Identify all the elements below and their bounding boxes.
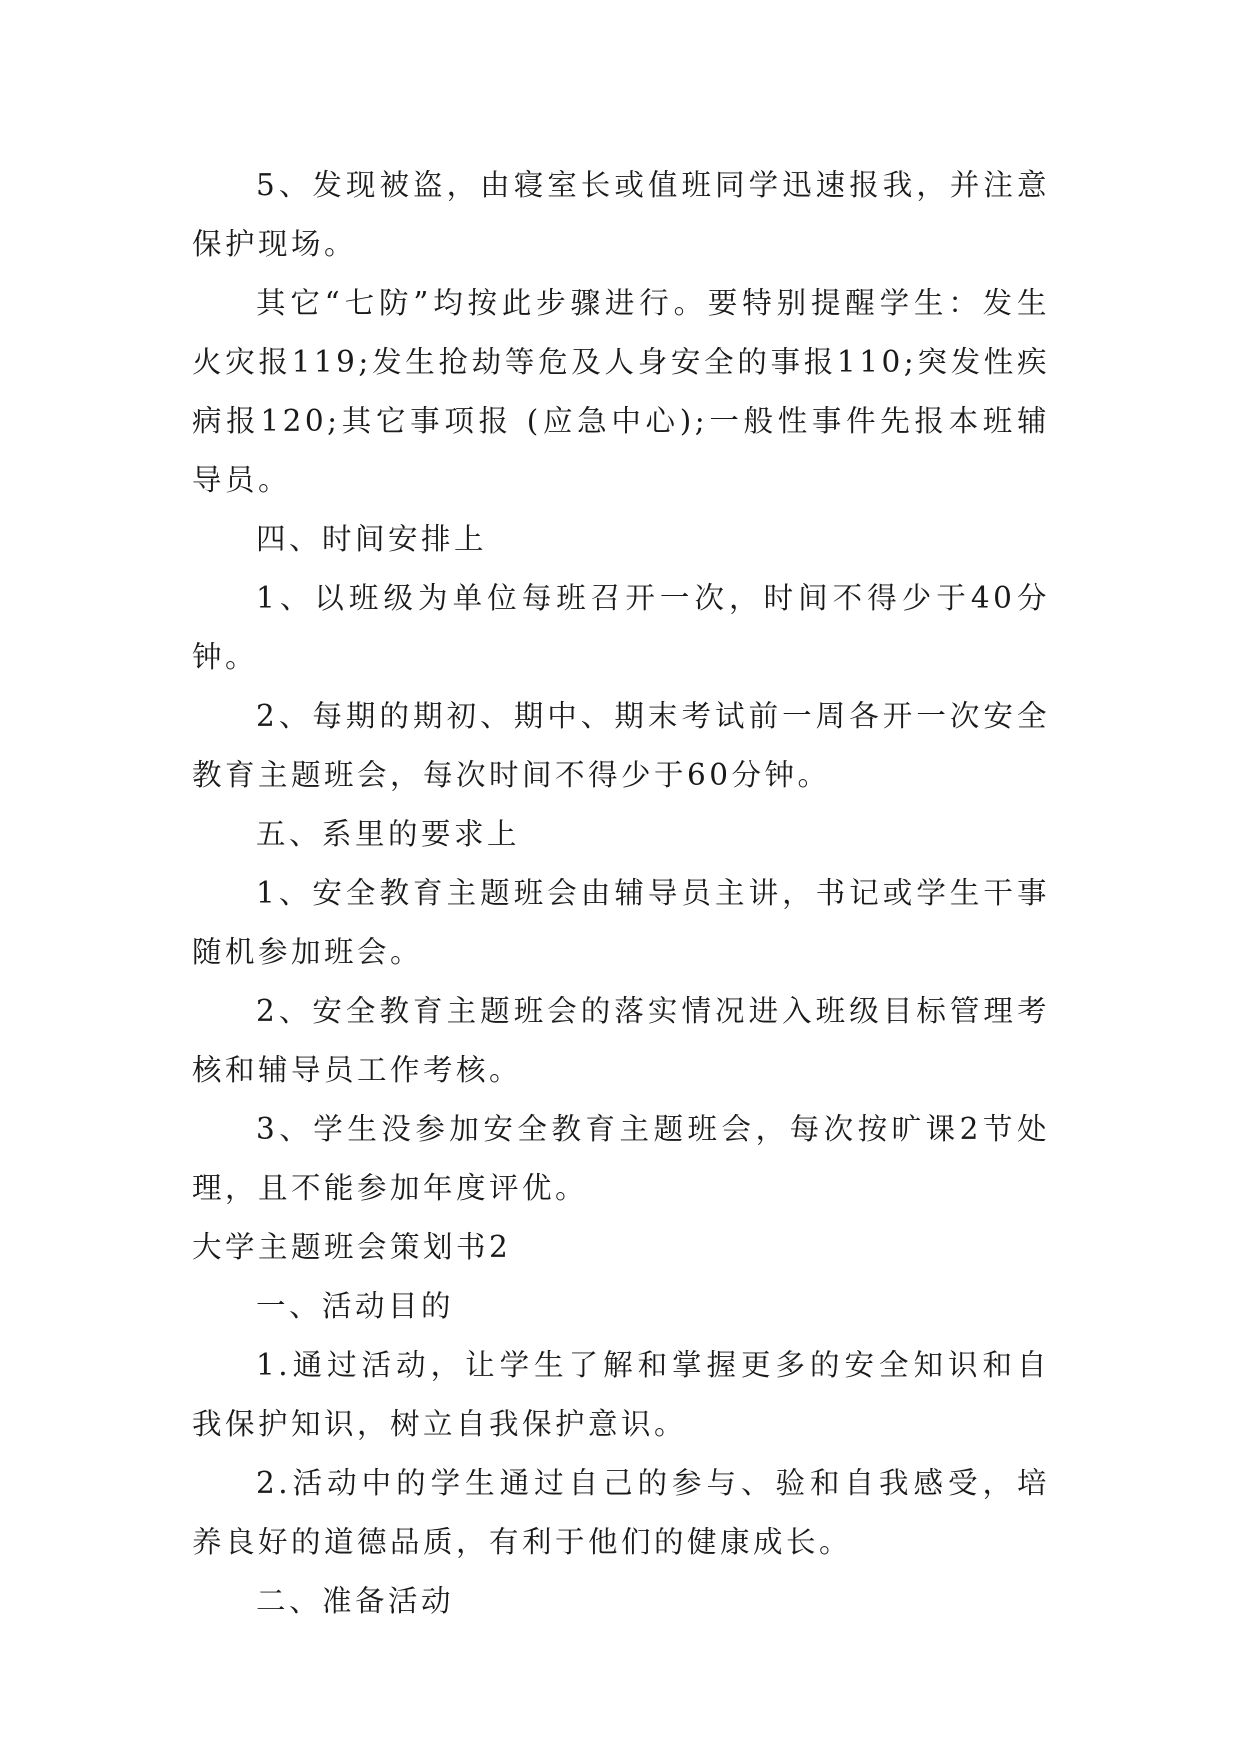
heading-preparation: 二、准备活动 bbox=[256, 1584, 455, 1618]
paragraph-seven-prevention: 其它“七防”均按此步骤进行。要特别提醒学生：发生火灾报119;发生抢劫等危及人身安全的事报110;突发性疾病报120;其它事项报 (应急中心);一般性事件先报本班辅导员。 bbox=[192, 286, 1050, 497]
paragraph-requirement-3: 3、学生没参加安全教育主题班会，每次按旷课2节处理，且不能参加年度评优。 bbox=[192, 1112, 1050, 1205]
heading-time-arrangement: 四、时间安排上 bbox=[256, 522, 488, 556]
heading-department-requirements: 五、系里的要求上 bbox=[256, 817, 521, 851]
section-title-plan-2: 大学主题班会策划书2 bbox=[192, 1230, 512, 1264]
document-body bbox=[192, 156, 1050, 1631]
paragraph-time-item-1: 1、以班级为单位每班召开一次，时间不得少于40分钟。 bbox=[192, 581, 1050, 674]
paragraph-requirement-2: 2、安全教育主题班会的落实情况进入班级目标管理考核和辅导员工作考核。 bbox=[192, 994, 1050, 1087]
paragraph-purpose-1: 1.通过活动，让学生了解和掌握更多的安全知识和自我保护知识，树立自我保护意识。 bbox=[192, 1348, 1050, 1441]
paragraph-time-item-2: 2、每期的期初、期中、期末考试前一周各开一次安全教育主题班会，每次时间不得少于60分钟。 bbox=[192, 699, 1050, 792]
heading-activity-purpose: 一、活动目的 bbox=[256, 1289, 455, 1323]
paragraph-purpose-2: 2.活动中的学生通过自己的参与、验和自我感受，培养良好的道德品质，有利于他们的健康成长。 bbox=[192, 1466, 1050, 1559]
paragraph-theft-report: 5、发现被盗，由寝室长或值班同学迅速报我，并注意保护现场。 bbox=[192, 168, 1050, 261]
paragraph-requirement-1: 1、安全教育主题班会由辅导员主讲，书记或学生干事随机参加班会。 bbox=[192, 876, 1050, 969]
